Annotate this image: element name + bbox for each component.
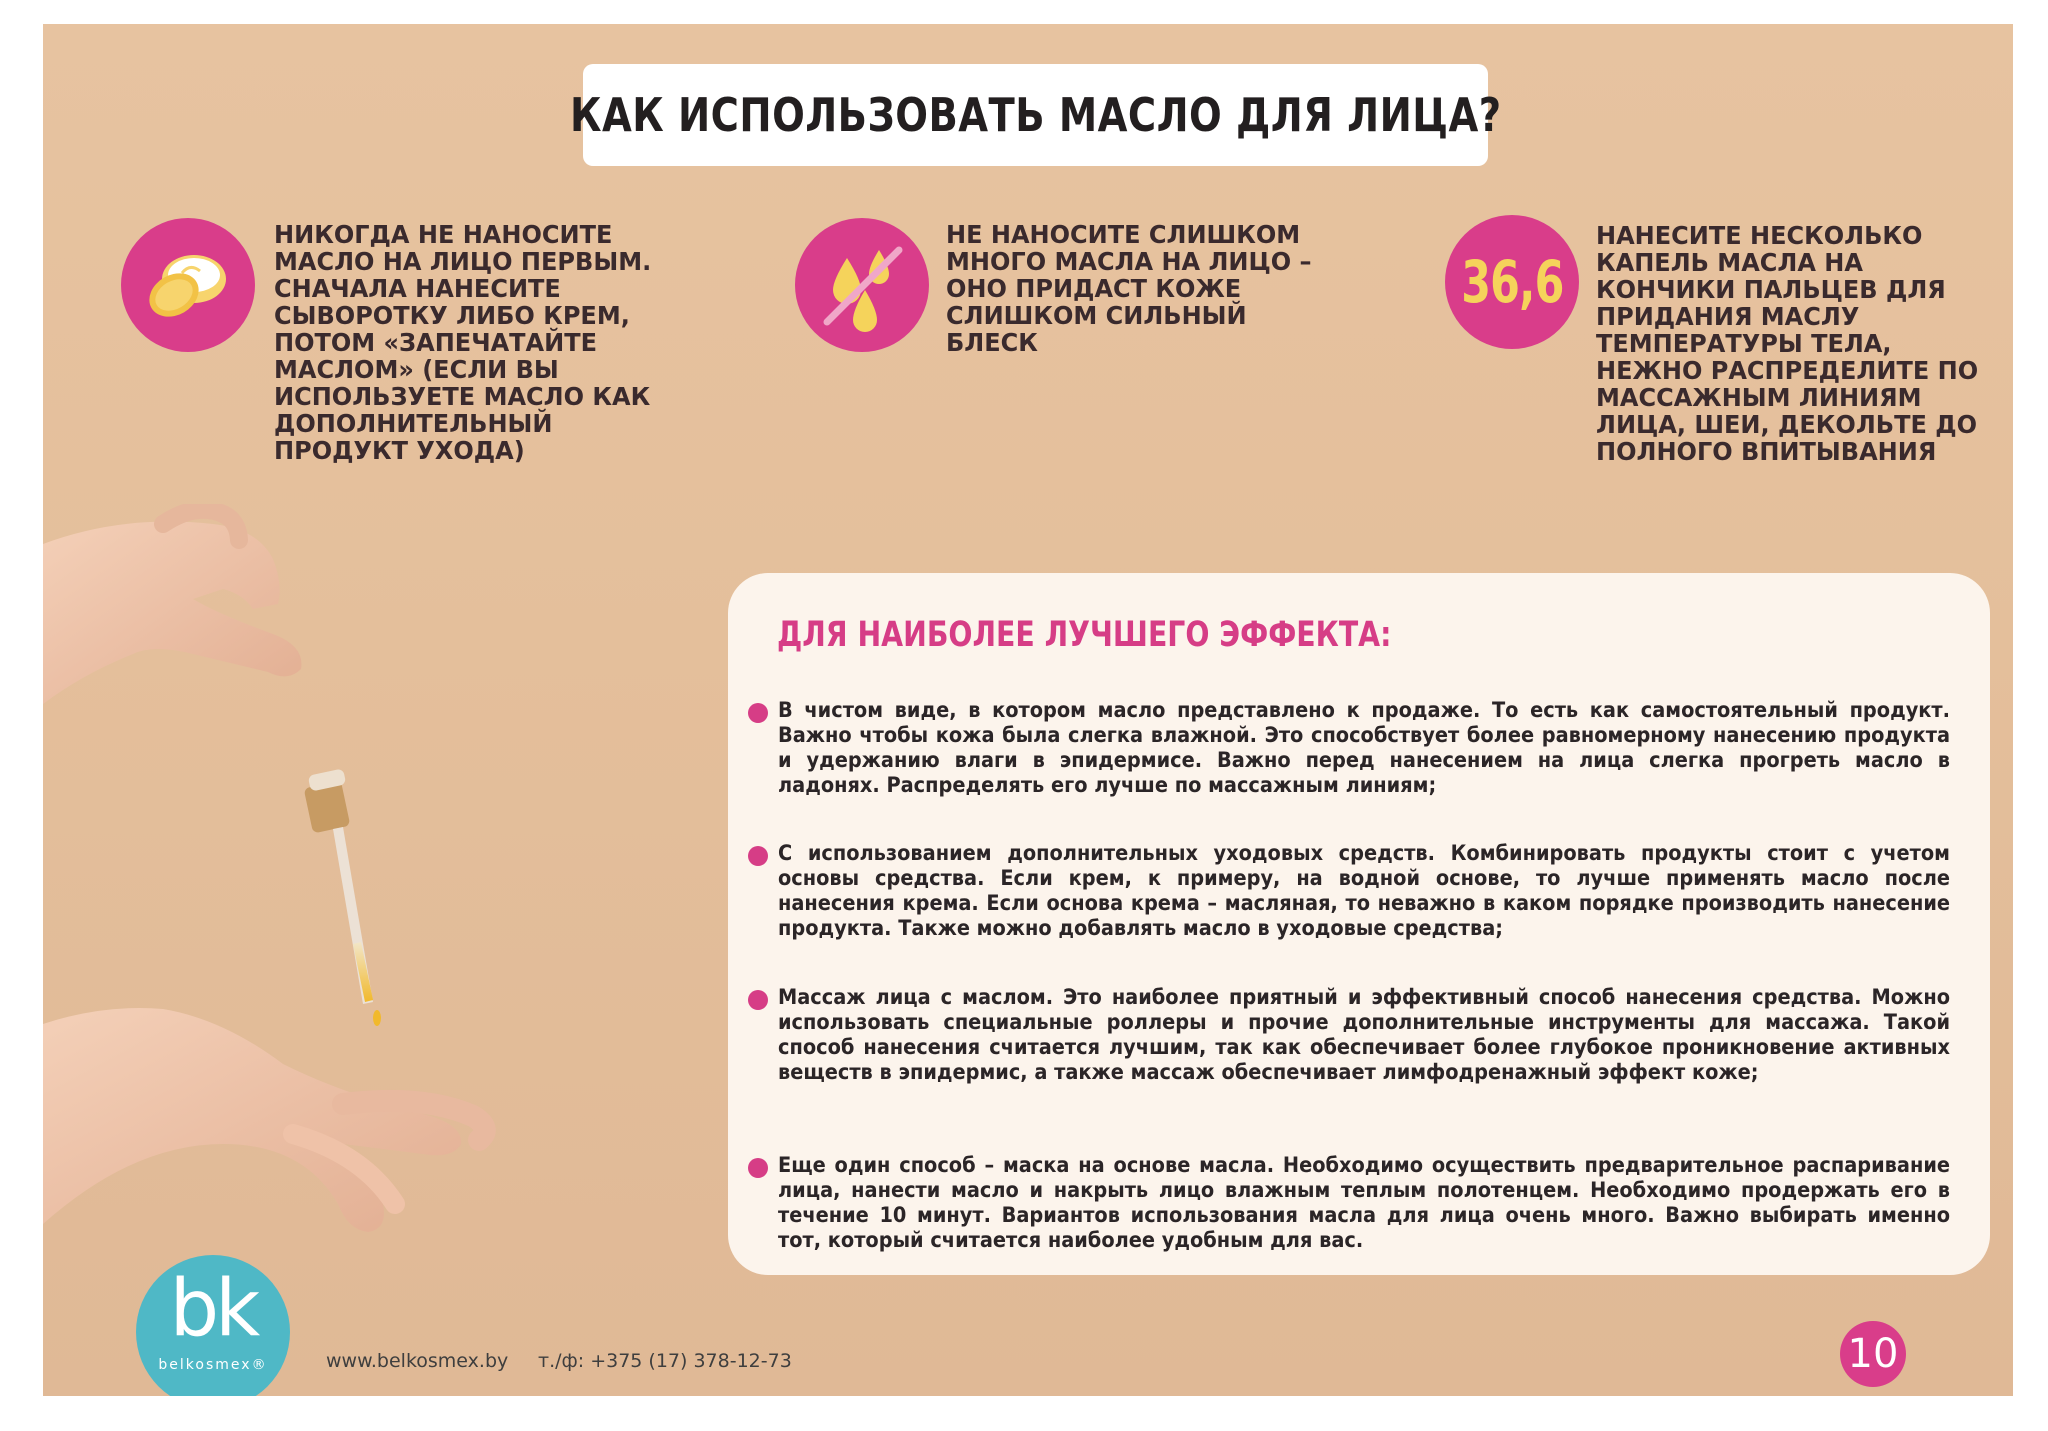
page-number-badge: 10 <box>1840 1321 1906 1387</box>
website-link[interactable]: www.belkosmex.by <box>326 1350 509 1372</box>
list-item <box>748 1153 1950 1253</box>
cream-jar-icon <box>121 218 255 352</box>
temperature-label: 36,6 <box>1460 248 1564 316</box>
temperature-icon <box>1445 215 1579 349</box>
list-item <box>748 841 1950 941</box>
effect-heading: ДЛЯ НАИБОЛЕЕ ЛУЧШЕГО ЭФФЕКТА: <box>777 615 1392 655</box>
title-box <box>569 64 1502 166</box>
tip-1-text: НИКОГДА НЕ НАНОСИТЕ МАСЛО НА ЛИЦО ПЕРВЫМ. СНАЧАЛА НАНЕСИТЕ СЫВОРОТКУ ЛИБО КРЕМ, ПОТОМ «ЗАПЕЧАТАЙТЕ МАСЛОМ» (ЕСЛИ ВЫ ИСПОЛЬЗУЕТЕ МАСЛО КАК ДОПОЛНИТЕЛЬНЫЙ ПРОДУКТ УХОДА) <box>274 220 652 465</box>
logo-mark: bk <box>169 1264 257 1354</box>
bullet-dot-icon <box>748 846 768 866</box>
hands-with-dropper-image <box>43 504 683 1384</box>
list-item <box>748 698 1950 798</box>
effect-card <box>728 573 1990 1275</box>
page-title: КАК ИСПОЛЬЗОВАТЬ МАСЛО ДЛЯ ЛИЦА? <box>569 88 1502 142</box>
belkosmex-logo <box>136 1255 290 1396</box>
effect-item-1: В чистом виде, в котором масло представлено к продаже. То есть как самостоятельный продукт. Важно чтобы кожа была слегка влажной. Это способствует более равномерному нанесению продукта и удержанию влаги в эпидермисе. Важно перед нанесением на лица слегка прогреть масло в ладонях. Распределять его лучше по массажным линиям; <box>778 698 1950 798</box>
bullet-dot-icon <box>748 990 768 1010</box>
effect-item-3: Массаж лица с маслом. Это наиболее приятный и эффективный способ нанесения средства. Можно использовать специальные роллеры и прочие дополнительные инструменты для массажа. Такой способ нанесения считается лучшим, так как обеспечивает более глубокое проникновение активных веществ в эпидермис, а также массаж обеспечивает лимфодренажный эффект коже; <box>778 985 1950 1085</box>
bullet-dot-icon <box>748 1158 768 1178</box>
bullet-dot-icon <box>748 703 768 723</box>
infographic-page <box>43 24 2013 1396</box>
phone-number: т./ф: +375 (17) 378-12-73 <box>538 1350 792 1372</box>
effect-item-4: Еще один способ – маска на основе масла. Необходимо осуществить предварительное распаривание лица, нанести масло и накрыть лицо влажным теплым полотенцем. Необходимо продержать его в течение 10 минут. Вариантов использования масла для лица очень много. Важно выбирать именно тот, который считается наиболее удобным для вас. <box>778 1153 1950 1253</box>
crossed-oil-drops-icon <box>795 218 929 352</box>
tip-2-text: НЕ НАНОСИТЕ СЛИШКОМ МНОГО МАСЛА НА ЛИЦО – ОНО ПРИДАСТ КОЖЕ СЛИШКОМ СИЛЬНЫЙ БЛЕСК <box>946 220 1312 357</box>
logo-wordmark: belkosmex® <box>158 1357 268 1373</box>
list-item <box>748 985 1950 1085</box>
tip-3-text: НАНЕСИТЕ НЕСКОЛЬКО КАПЕЛЬ МАСЛА НА КОНЧИКИ ПАЛЬЦЕВ ДЛЯ ПРИДАНИЯ МАСЛУ ТЕМПЕРАТУРЫ ТЕЛА, НЕЖНО РАСПРЕДЕЛИТЕ ПО МАССАЖНЫМ ЛИНИЯМ ЛИЦА, ШЕИ, ДЕКОЛЬТЕ ДО ПОЛНОГО ВПИТЫВАНИЯ <box>1596 221 1979 466</box>
effect-item-2: С использованием дополнительных уходовых средств. Комбинировать продукты стоит с учетом основы средства. Если крем, к примеру, на водной основе, то лучше применять масло после нанесения крема. Если основа крема – масляная, то неважно в каком порядке производить нанесение продукта. Также можно добавлять масло в уходовые средства; <box>778 841 1950 941</box>
